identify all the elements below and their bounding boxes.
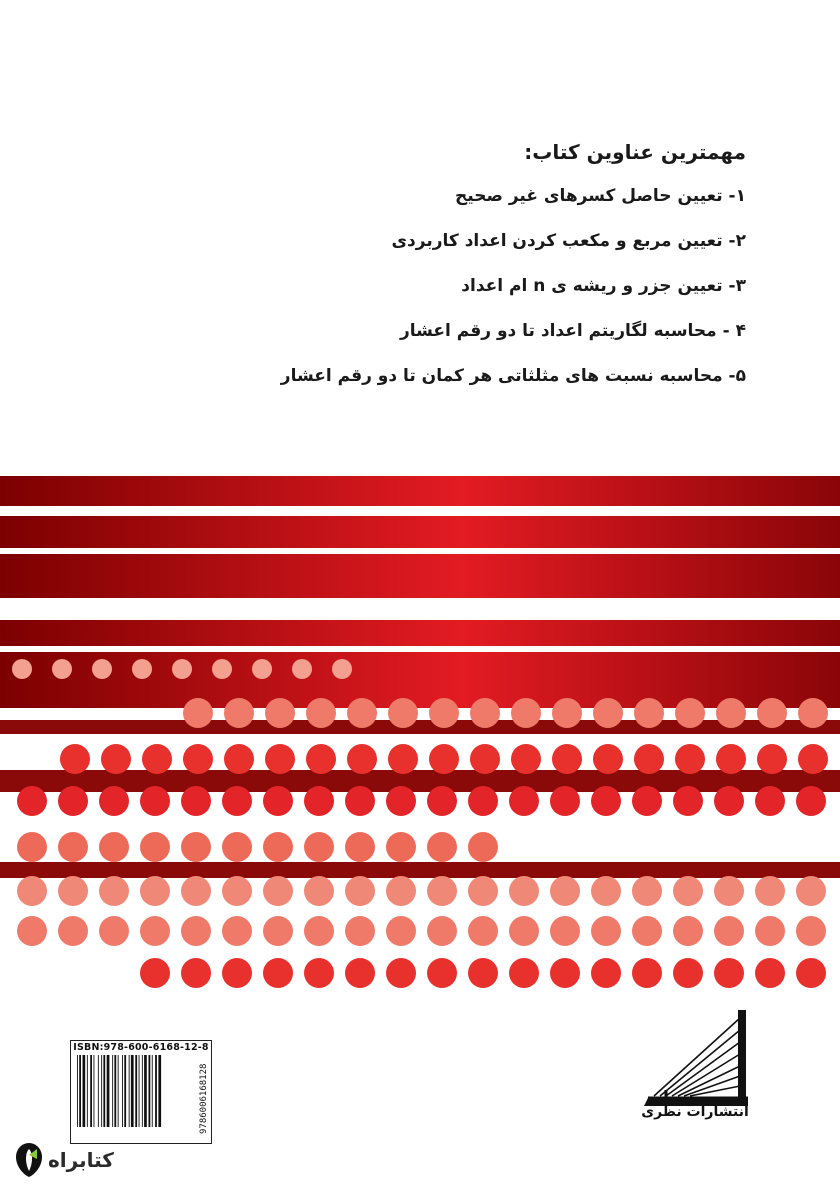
barcode-bar xyxy=(152,1055,153,1127)
decorative-dot xyxy=(181,832,211,862)
barcode-bar xyxy=(101,1055,102,1127)
decorative-dot xyxy=(263,876,293,906)
decorative-dot xyxy=(552,744,582,774)
decorative-dot xyxy=(796,786,826,816)
decorative-dot xyxy=(99,876,129,906)
stripe xyxy=(0,620,840,646)
barcode-bar xyxy=(103,1055,105,1127)
decorative-dot xyxy=(292,659,312,679)
decorative-dot xyxy=(388,744,418,774)
decorative-dot xyxy=(222,786,252,816)
isbn-barcode xyxy=(70,1040,212,1144)
decorative-dot xyxy=(12,659,32,679)
decorative-dot xyxy=(470,698,500,728)
decorative-dot xyxy=(181,958,211,988)
decorative-dot xyxy=(304,876,334,906)
decorative-dot xyxy=(632,786,662,816)
decorative-dot xyxy=(429,744,459,774)
dot-pattern xyxy=(12,659,828,988)
barcode-bar xyxy=(131,1055,134,1127)
decorative-dot xyxy=(99,832,129,862)
decorative-dot xyxy=(714,786,744,816)
decorative-dot xyxy=(511,698,541,728)
decorative-dot xyxy=(142,744,172,774)
decorative-dot xyxy=(386,958,416,988)
decorative-dot xyxy=(511,744,541,774)
decorative-dot xyxy=(550,876,580,906)
decorative-dot xyxy=(468,832,498,862)
decorative-dot xyxy=(181,786,211,816)
decorative-dot xyxy=(675,698,705,728)
decorative-dot xyxy=(222,916,252,946)
decorative-dot xyxy=(591,916,621,946)
decorative-dot xyxy=(427,786,457,816)
decorative-dot xyxy=(99,916,129,946)
topic-item-1: ۱- تعیین حاصل کسرهای غیر صحیح xyxy=(455,186,746,206)
decorative-dot xyxy=(796,916,826,946)
decorative-dot xyxy=(60,744,90,774)
decorative-dot xyxy=(345,786,375,816)
decorative-dot xyxy=(17,876,47,906)
decorative-dot xyxy=(222,832,252,862)
decorative-dot xyxy=(58,916,88,946)
decorative-dot xyxy=(716,744,746,774)
decorative-dot xyxy=(591,786,621,816)
decorative-dot xyxy=(427,958,457,988)
barcode-bar xyxy=(118,1055,119,1127)
decorative-dot xyxy=(132,659,152,679)
decorative-dot xyxy=(591,958,621,988)
stripe xyxy=(0,516,840,548)
decorative-dot xyxy=(52,659,72,679)
decorative-dot xyxy=(224,744,254,774)
decorative-dot xyxy=(470,744,500,774)
decorative-dot xyxy=(306,744,336,774)
decorative-dot xyxy=(468,958,498,988)
decorative-dot xyxy=(345,832,375,862)
decorative-dot xyxy=(263,916,293,946)
decorative-dot xyxy=(509,876,539,906)
decorative-dot xyxy=(429,698,459,728)
stripe xyxy=(0,862,840,878)
decorative-dot xyxy=(798,744,828,774)
decorative-dot xyxy=(591,876,621,906)
decorative-dot xyxy=(755,876,785,906)
decorative-dot xyxy=(212,659,232,679)
barcode-bar xyxy=(79,1055,81,1127)
decorative-dot xyxy=(468,916,498,946)
decorative-dot xyxy=(673,958,703,988)
stripe xyxy=(0,770,840,792)
decorative-dot xyxy=(386,786,416,816)
decorative-dot xyxy=(634,744,664,774)
decorative-dot xyxy=(755,786,785,816)
decorative-dot xyxy=(345,876,375,906)
decorative-dot xyxy=(468,876,498,906)
decorative-dot xyxy=(263,958,293,988)
decorative-dot xyxy=(222,958,252,988)
red-stripes-dots-artwork xyxy=(0,470,840,1010)
decorative-dot xyxy=(306,698,336,728)
publisher-name: انتشارات نظری xyxy=(641,1104,749,1120)
decorative-dot xyxy=(632,876,662,906)
decorative-dot xyxy=(101,744,131,774)
decorative-dot xyxy=(714,876,744,906)
decorative-dot xyxy=(263,786,293,816)
decorative-dot xyxy=(796,876,826,906)
decorative-dot xyxy=(345,958,375,988)
barcode-bars xyxy=(75,1055,193,1139)
topics-heading: مهمترین عناوین کتاب: xyxy=(524,140,746,164)
barcode-bar xyxy=(158,1055,161,1127)
stripe xyxy=(0,476,840,506)
topic-item-4: ۴ - محاسبه لگاریتم اعداد تا دو رقم اعشار xyxy=(399,321,746,341)
barcode-bar xyxy=(139,1055,140,1127)
decorative-dot xyxy=(796,958,826,988)
decorative-dot xyxy=(552,698,582,728)
decorative-dot xyxy=(427,916,457,946)
decorative-dot xyxy=(183,698,213,728)
decorative-dot xyxy=(427,876,457,906)
decorative-dot xyxy=(252,659,272,679)
barcode-bar xyxy=(98,1055,99,1127)
decorative-dot xyxy=(140,916,170,946)
decorative-dot xyxy=(304,832,334,862)
decorative-dot xyxy=(265,698,295,728)
decorative-dot xyxy=(593,744,623,774)
decorative-dot xyxy=(347,698,377,728)
decorative-dot xyxy=(632,916,662,946)
decorative-dot xyxy=(388,698,418,728)
decorative-dot xyxy=(304,786,334,816)
decorative-dot xyxy=(755,958,785,988)
ketabrah-logo-icon xyxy=(14,1141,44,1179)
decorative-dot xyxy=(140,876,170,906)
barcode-bar xyxy=(90,1055,92,1127)
barcode-bar xyxy=(77,1055,78,1127)
book-topics xyxy=(126,140,746,411)
isbn-label: ISBN:978-600-6168-12-8 xyxy=(73,1042,209,1053)
decorative-dot xyxy=(509,786,539,816)
decorative-dot xyxy=(183,744,213,774)
topic-item-2: ۲- تعیین مربع و مکعب کردن اعداد کاربردی xyxy=(391,231,746,251)
barcode-bar xyxy=(94,1055,95,1127)
decorative-dot xyxy=(99,786,129,816)
barcode-bar xyxy=(149,1055,151,1127)
decorative-dot xyxy=(468,786,498,816)
barcode-bar xyxy=(124,1055,126,1127)
decorative-dot xyxy=(345,916,375,946)
decorative-dot xyxy=(509,916,539,946)
decorative-dot xyxy=(632,958,662,988)
decorative-dot xyxy=(224,698,254,728)
decorative-dot xyxy=(427,832,457,862)
decorative-dot xyxy=(509,958,539,988)
barcode-bar xyxy=(122,1055,123,1127)
decorative-dot xyxy=(17,916,47,946)
watermark xyxy=(14,1138,134,1182)
topic-item-5: ۵- محاسبه نسبت های مثلثاتی هر کمان تا دو رقم اعشار xyxy=(280,366,746,386)
barcode-bar xyxy=(107,1055,110,1127)
decorative-dot xyxy=(716,698,746,728)
decorative-dot xyxy=(798,698,828,728)
decorative-dot xyxy=(140,832,170,862)
decorative-dot xyxy=(675,744,705,774)
decorative-dot xyxy=(757,744,787,774)
decorative-dot xyxy=(673,786,703,816)
stripe xyxy=(0,554,840,598)
decorative-dot xyxy=(673,916,703,946)
decorative-dot xyxy=(714,958,744,988)
decorative-dot xyxy=(181,876,211,906)
decorative-dot xyxy=(386,916,416,946)
barcode-bar xyxy=(114,1055,116,1127)
decorative-dot xyxy=(181,916,211,946)
decorative-dot xyxy=(17,786,47,816)
decorative-dot xyxy=(755,916,785,946)
decorative-dot xyxy=(58,786,88,816)
barcode-bar xyxy=(129,1055,130,1127)
decorative-dot xyxy=(58,876,88,906)
decorative-dot xyxy=(17,832,47,862)
barcode-bar xyxy=(142,1055,143,1127)
decorative-dot xyxy=(347,744,377,774)
decorative-dot xyxy=(304,958,334,988)
decorative-dot xyxy=(550,786,580,816)
decorative-dot xyxy=(140,786,170,816)
topic-item-3: ۳- تعیین جزر و ریشه ی n ام اعداد xyxy=(461,276,746,296)
barcode-bar xyxy=(83,1055,86,1127)
decorative-dot xyxy=(757,698,787,728)
decorative-dot xyxy=(263,832,293,862)
decorative-dot xyxy=(304,916,334,946)
stripe xyxy=(0,720,840,734)
decorative-dot xyxy=(386,876,416,906)
barcode-digits: 9786006168128 xyxy=(199,1063,209,1135)
decorative-dot xyxy=(58,832,88,862)
decorative-dot xyxy=(550,958,580,988)
decorative-dot xyxy=(140,958,170,988)
decorative-dot xyxy=(550,916,580,946)
decorative-dot xyxy=(332,659,352,679)
decorative-dot xyxy=(714,916,744,946)
stripe xyxy=(0,652,840,708)
decorative-dot xyxy=(673,876,703,906)
decorative-dot xyxy=(172,659,192,679)
barcode-bar xyxy=(112,1055,113,1127)
barcode-bar xyxy=(155,1055,157,1127)
watermark-text: کتابراه xyxy=(48,1148,114,1172)
decorative-dot xyxy=(634,698,664,728)
decorative-dot xyxy=(222,876,252,906)
decorative-dot xyxy=(265,744,295,774)
decorative-dot xyxy=(92,659,112,679)
barcode-bar xyxy=(87,1055,88,1127)
barcode-bar xyxy=(144,1055,147,1127)
decorative-dot xyxy=(386,832,416,862)
decorative-dot xyxy=(593,698,623,728)
barcode-bar xyxy=(135,1055,137,1127)
